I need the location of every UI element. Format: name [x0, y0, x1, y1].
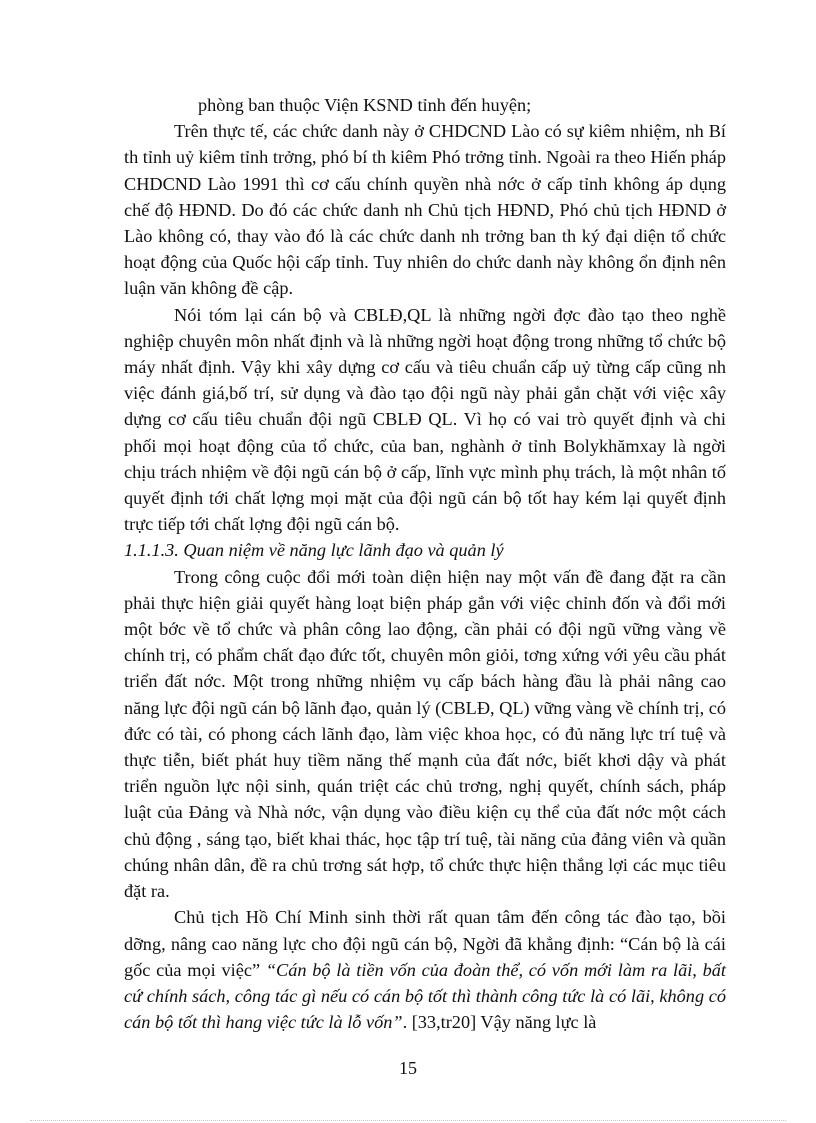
body-text: [124, 92, 726, 1035]
page-bottom-divider: [30, 1120, 786, 1121]
section-heading: 1.1.1.3. Quan niệm về năng lực lãnh đạo và quản lý: [124, 540, 504, 561]
paragraph-3: Trong công cuộc đổi mới toàn diện hiện nay một vấn đề đang đặt ra cần phải thực hiện giải quyết hàng loạt biện pháp gắn với việc chỉnh đốn và đổi mới một bớc về tổ chức và phân công lao động, cần phải có đội ngũ vững vàng về chính trị, có phẩm chất đạo đức tốt, chuyên môn giỏi, tơng xứng với yêu cầu phát triển đất nớc. Một trong những nhiệm vụ cấp bách hàng đầu là phải nâng cao năng lực đội ngũ cán bộ lãnh đạo, quản lý (CBLĐ, QL) vững vàng về chính trị, có đức có tài, có phong cách lãnh đạo, làm việc khoa học, có đủ năng lực trí tuệ và thực tiễn, biết phát huy tiềm năng thế mạnh của đất nớc, biết khơi dậy và phát triển nguồn lực nội sinh, quán triệt các chủ trơng, nghị quyết, chính sách, pháp luật của Đảng và Nhà nớc, vận dụng vào điều kiện cụ thể của đất nớc một cách chủ động , sáng tạo, biết khai thác, học tập trí tuệ, tài năng của đảng viên và quần chúng nhân dân, đề ra chủ trơng sát hợp, tổ chức thực hiện thắng lợi các mục tiêu đặt ra.: [124, 566, 726, 902]
paragraph-2: Nói tóm lại cán bộ và CBLĐ,QL là những ngời đợc đào tạo theo nghề nghiệp chuyên môn nhất định và là những ngời hoạt động trong những tổ chức bộ máy nhất định. Vậy khi xây dựng cơ cấu và tiêu chuẩn cấp uỷ từng cấp cũng nh việc đánh giá,bố trí, sử dụng và đào tạo đội ngũ này phải gắn chặt với việc xây dựng cơ cấu tiêu chuẩn đội ngũ CBLĐ QL. Vì họ có vai trò quyết định và chi phối mọi hoạt động của tổ chức, của ban, nghành ở tỉnh Bolykhămxay là ngời chịu trách nhiệm về đội ngũ cán bộ ở cấp, lĩnh vực mình phụ trách, là một nhân tố quyết định tới chất lợng mọi mặt của đội ngũ cán bộ tốt hay kém lại quyết định trực tiếp tới chất lợng đội ngũ cán bộ.: [124, 304, 726, 535]
paragraph-4-quote: “Cán bộ là tiền vốn của đoàn thể, có vốn mới làm ra lãi, bất cứ chính sách, công tác gì nếu có cán bộ tốt thì thành công tức là có lãi, không có cán bộ tốt thì hang việc tức là lỗ vốn”: [124, 959, 726, 1033]
paragraph-1: Trên thực tế, các chức danh này ở CHDCND Lào có sự kiêm nhiệm, nh Bí th tỉnh uỷ kiêm tỉnh trởng, phó bí th kiêm Phó trởng tỉnh. Ngoài ra theo Hiến pháp CHDCND Lào 1991 thì cơ cấu chính quyền nhà nớc ở cấp tỉnh không áp dụng chế độ HĐND. Do đó các chức danh nh Chủ tịch HĐND, Phó chủ tịch HĐND ở Lào không có, thay vào đó là các chức danh nh trởng ban th ký đại diện tổ chức hoạt động của Quốc hội cấp tỉnh. Tuy nhiên do chức danh này không ổn định nên luận văn không đề cập.: [124, 121, 726, 299]
opening-line: phòng ban thuộc Viện KSND tỉnh đến huyện;: [198, 95, 532, 115]
page-number: 15: [399, 1058, 417, 1078]
paragraph-4-intro: Chủ tịch Hồ Chí Minh sinh thời rất quan tâm đến công tác đào tạo, bồi dỡng, nâng cao năng lực cho đội ngũ cán bộ, Ngời đã khẳng định: “Cán bộ là cái gốc của mọi việc”: [124, 907, 726, 980]
paragraph-4: [124, 904, 726, 1035]
paragraph-4-end: . [33,tr20] Vậy năng lực là: [402, 1012, 597, 1033]
